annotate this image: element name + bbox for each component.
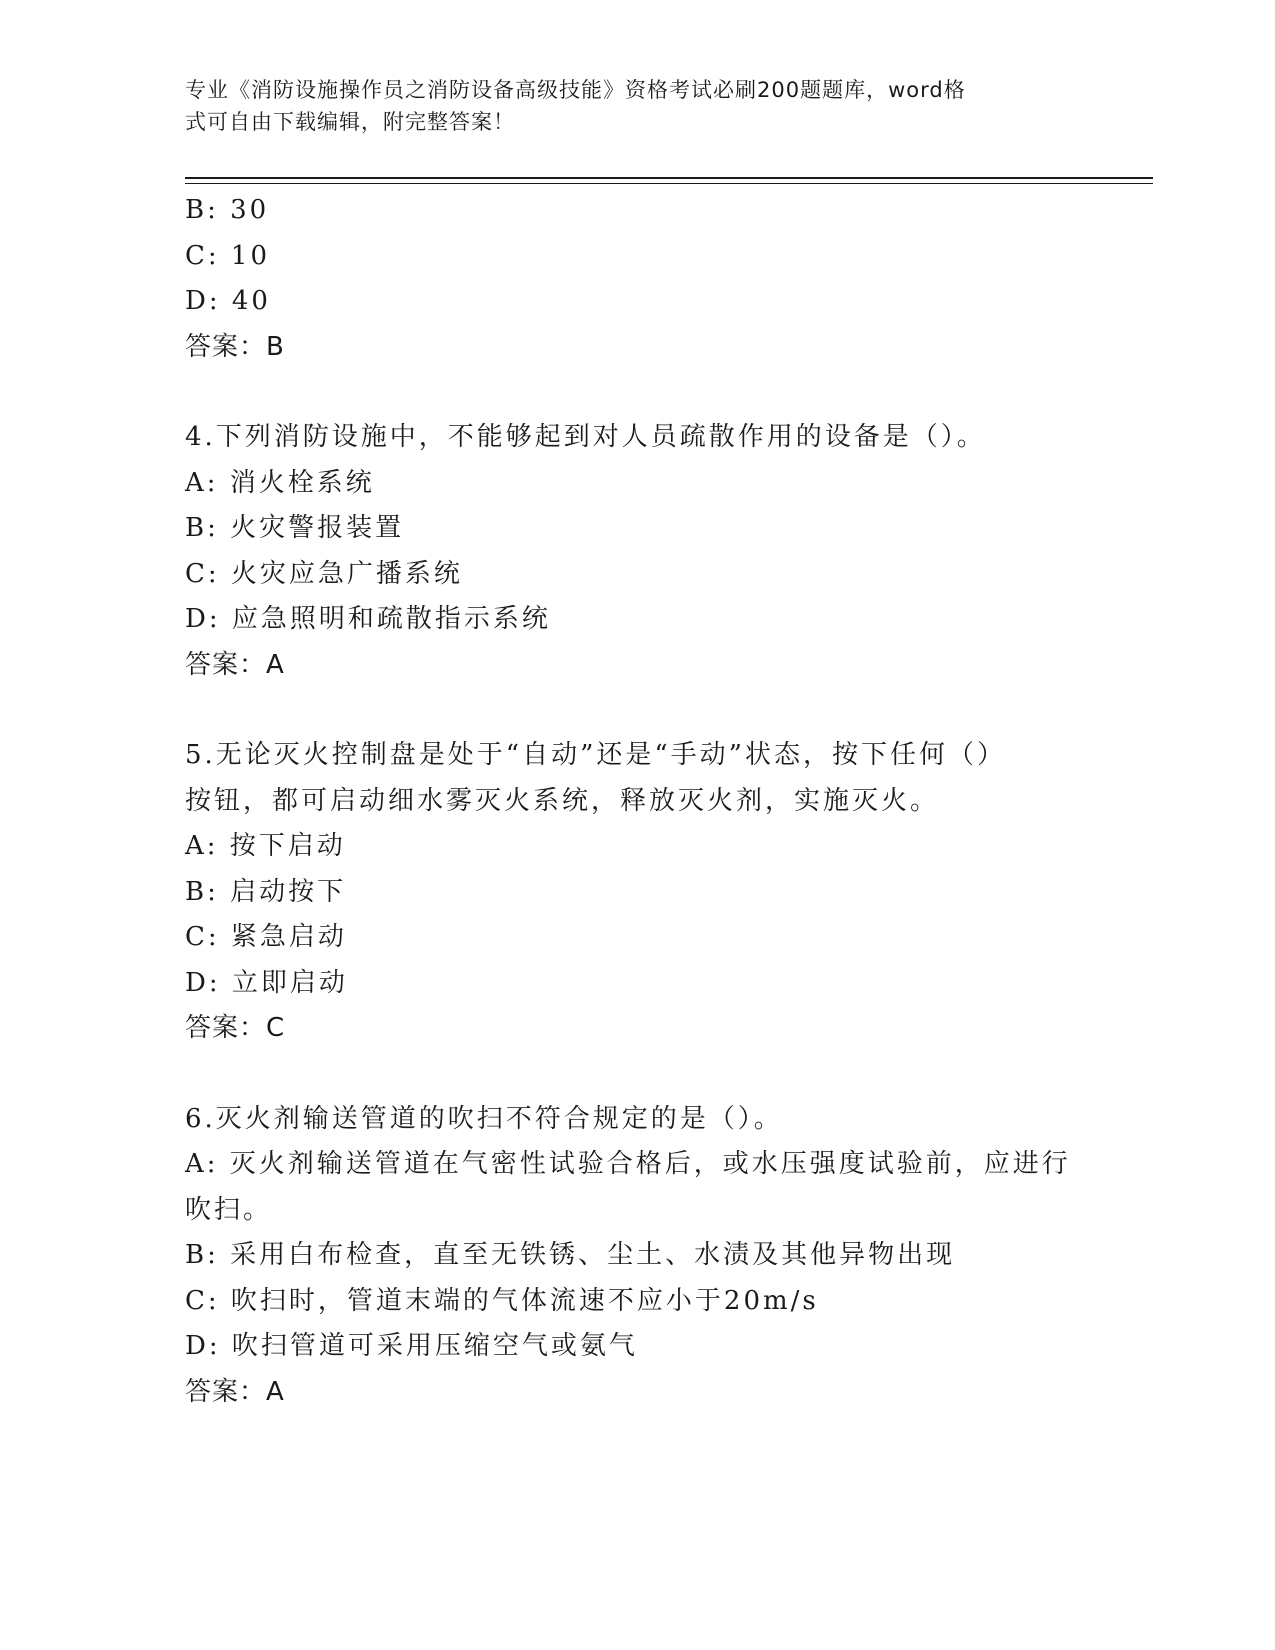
question-list — [185, 188, 1085, 1415]
question-4 — [185, 415, 1085, 688]
option-a: A: 消火栓系统 — [185, 467, 375, 498]
header-divider — [185, 177, 1153, 184]
question-3-partial — [185, 188, 1085, 370]
option-a: A: 灭火剂输送管道在气密性试验合格后，或水压强度试验前，应进行 — [185, 1149, 1071, 1179]
option-d: D: 应急照明和疏散指示系统 — [185, 604, 551, 634]
question-6 — [185, 1097, 1085, 1416]
option-c: C: 吹扫时，管道末端的气体流速不应小于20m/s — [185, 1285, 819, 1316]
question-stem-continued: 按钮，都可启动细水雾灭火系统，释放灭火剂，实施灭火。 — [185, 785, 940, 816]
option-b: B: 采用白布检查，直至无铁锈、尘土、水渍及其他异物出现 — [185, 1240, 956, 1270]
option-b: B: 火灾警报装置 — [185, 513, 405, 543]
question-5 — [185, 733, 1085, 1052]
option-c: C: 火灾应急广播系统 — [185, 558, 463, 589]
header-line-2: 式可自由下载编辑，附完整答案！ — [185, 110, 515, 134]
answer-label: 答案：A — [185, 1376, 285, 1407]
option-d: D: 40 — [185, 286, 271, 316]
option-a-continued: 吹扫。 — [185, 1194, 273, 1225]
option-c: C: 紧急启动 — [185, 922, 347, 952]
question-stem: 5.无论灭火控制盘是处于“自动”还是“手动”状态，按下任何（） — [185, 740, 1006, 770]
question-stem: 4.下列消防设施中，不能够起到对人员疏散作用的设备是（）。 — [185, 422, 986, 452]
answer-label: 答案：C — [185, 1013, 286, 1043]
option-d: D: 吹扫管道可采用压缩空气或氨气 — [185, 1331, 638, 1361]
option-b: B: 30 — [185, 195, 270, 225]
option-b: B: 启动按下 — [185, 876, 347, 907]
option-c: C: 10 — [185, 240, 271, 271]
question-stem: 6.灭火剂输送管道的吹扫不符合规定的是（）。 — [185, 1103, 783, 1134]
option-d: D: 立即启动 — [185, 967, 348, 998]
option-a: A: 按下启动 — [185, 831, 346, 861]
document-header — [185, 74, 1065, 138]
answer-label: 答案：A — [185, 649, 285, 680]
answer-label: 答案：B — [185, 331, 285, 362]
header-line-1: 专业《消防设施操作员之消防设备高级技能》资格考试必刷200题题库，word格 — [185, 78, 966, 102]
